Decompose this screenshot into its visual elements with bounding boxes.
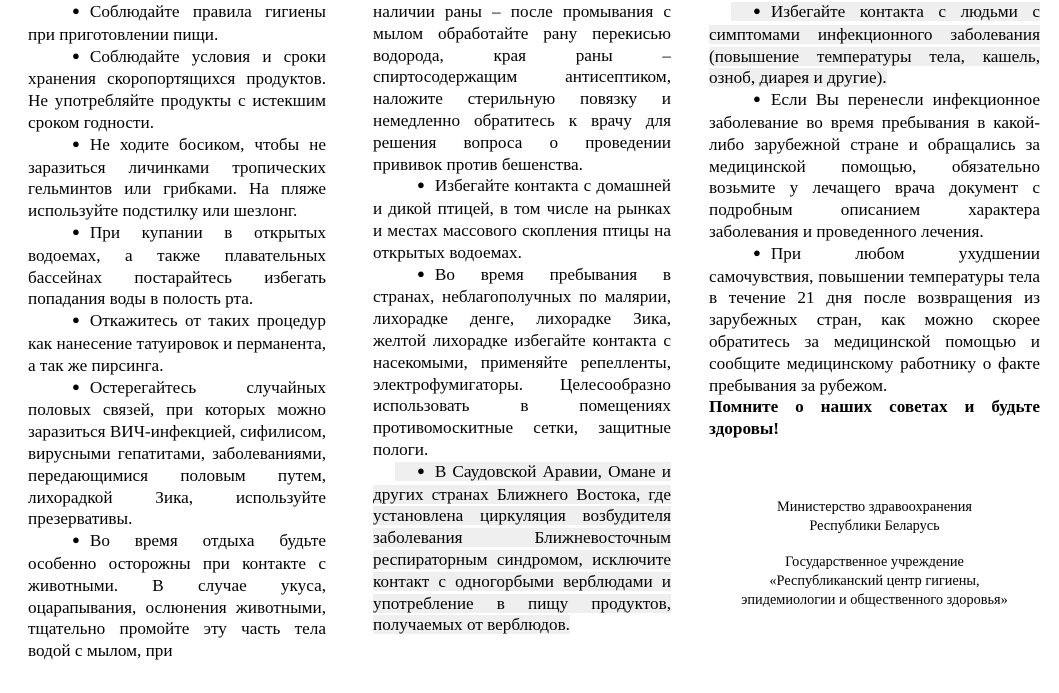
tip-insects: ● Во время пребывания в странах, неблагополучных по малярии, лихорадке денге, лихорадке Зика, желтой лихорадке избегайте контакта с насекомыми, применяйте репелленты, электрофумигаторы. Целесообразно использовать в помещениях противомоскитные сетки, защитные пологи. [373, 264, 671, 459]
tip-sick-people [709, 1, 1040, 89]
bullet-icon: ● [417, 462, 425, 478]
center-line-2: «Республиканский центр гигиены, [769, 573, 980, 589]
column-left [28, 1, 326, 662]
center-line-1: Государственное учреждение [785, 554, 964, 570]
bullet-icon: ● [753, 244, 761, 260]
tip-barefoot: ● Не ходите босиком, чтобы не заразиться личинками тропических гельминтов или грибками. На пляже используйте подстилку или шезлонг. [28, 134, 326, 221]
tip-sexual-contacts: ● Остерегайтесь случайных половых связей, при которых можно заразиться ВИЧ-инфекцией, сифилисом, вирусными гепатитами, заболеваниями, передающимися половым путем, лихорадкой Зика, используйте презервативы. [28, 377, 326, 529]
bullet-icon: ● [72, 378, 80, 394]
bullet-icon: ● [72, 47, 80, 63]
tip-food-storage: ● Соблюдайте условия и сроки хранения скоропортящихся продуктов. Не употребляйте продукты с истекшим сроком годности. [28, 46, 326, 132]
footer-credits [709, 498, 1040, 610]
tip-animals-continued: наличии раны – после промывания с мылом обработайте рану перекисью водорода, края раны – спиртосодержащим антисептиком, наложите стерильную повязку и немедленно обратитесь к врачу для решения вопроса о проведении прививок против бешенства. [373, 2, 671, 174]
bullet-icon: ● [72, 3, 80, 18]
center-line-3: эпидемиологии и общественного здоровья» [741, 592, 1008, 608]
tip-swimming: ● При купании в открытых водоемах, а также плавательных бассейнах постарайтесь избегать попадания воды в полость рта. [28, 222, 326, 309]
highlighted-text: ● Избегайте контакта с людьми с симптомами инфекционного заболевания (повышение температуры тела, кашель, озноб, диарея и другие). [709, 2, 1040, 88]
tip-animals: ● Во время отдыха будьте особенно осторожны при контакте с животными. В случае укуса, оцарапывания, ослюнения животными, тщательно промойте эту часть тела водой с мылом, при [28, 531, 326, 661]
closing-note: Помните о наших советах и будьте здоровы! [709, 397, 1040, 439]
column-middle [373, 1, 671, 636]
tip-after-return: ● При любом ухудшении самочувствия, повышении температуры тела в течение 21 дня после возвращения из зарубежных стран, как можно скорее обратитесь за медицинской помощью и сообщите медицинскому работнику о факте пребывания за рубежом. [709, 243, 1040, 395]
tip-medical-document: ● Если Вы перенесли инфекционное заболевание во время пребывания в какой-либо зарубежной стране и обращались за медицинской помощью, обязательно возьмите у лечащего врача документ с подробным описанием характера заболевания и проведенного лечения. [709, 90, 1040, 241]
bullet-icon: ● [417, 177, 425, 193]
bullet-icon: ● [753, 91, 761, 107]
bullet-icon: ● [72, 223, 80, 239]
bullet-icon: ● [72, 532, 80, 548]
tip-camels [373, 461, 671, 636]
tip-tattoo: ● Откажитесь от таких процедур как нанесение татуировок и перманента, а так же пирсинга. [28, 311, 326, 375]
column-right [709, 1, 1040, 440]
tip-food-hygiene: ● Соблюдайте правила гигиены при приготовлении пищи. [28, 2, 326, 44]
ministry-line-2: Республики Беларусь [809, 518, 940, 534]
bullet-icon: ● [72, 135, 80, 151]
bullet-icon: ● [72, 312, 80, 328]
ministry-line-1: Министерство здравоохранения [777, 499, 972, 515]
tip-birds: ● Избегайте контакта с домашней и дикой птицей, в том числе на рынках и местах массового скопления птицы на открытых водоемах. [373, 176, 671, 262]
highlighted-text: ● В Саудовской Аравии, Омане и других странах Ближнего Востока, где установлена циркуляция возбудителя заболевания Ближневосточным респираторным синдромом, исключите контакт с одногорбыми верблюдами и употребление в пищу продуктов, получаемых от верблюдов. [373, 461, 671, 635]
bullet-icon: ● [417, 265, 425, 281]
bullet-icon: ● [753, 3, 761, 18]
